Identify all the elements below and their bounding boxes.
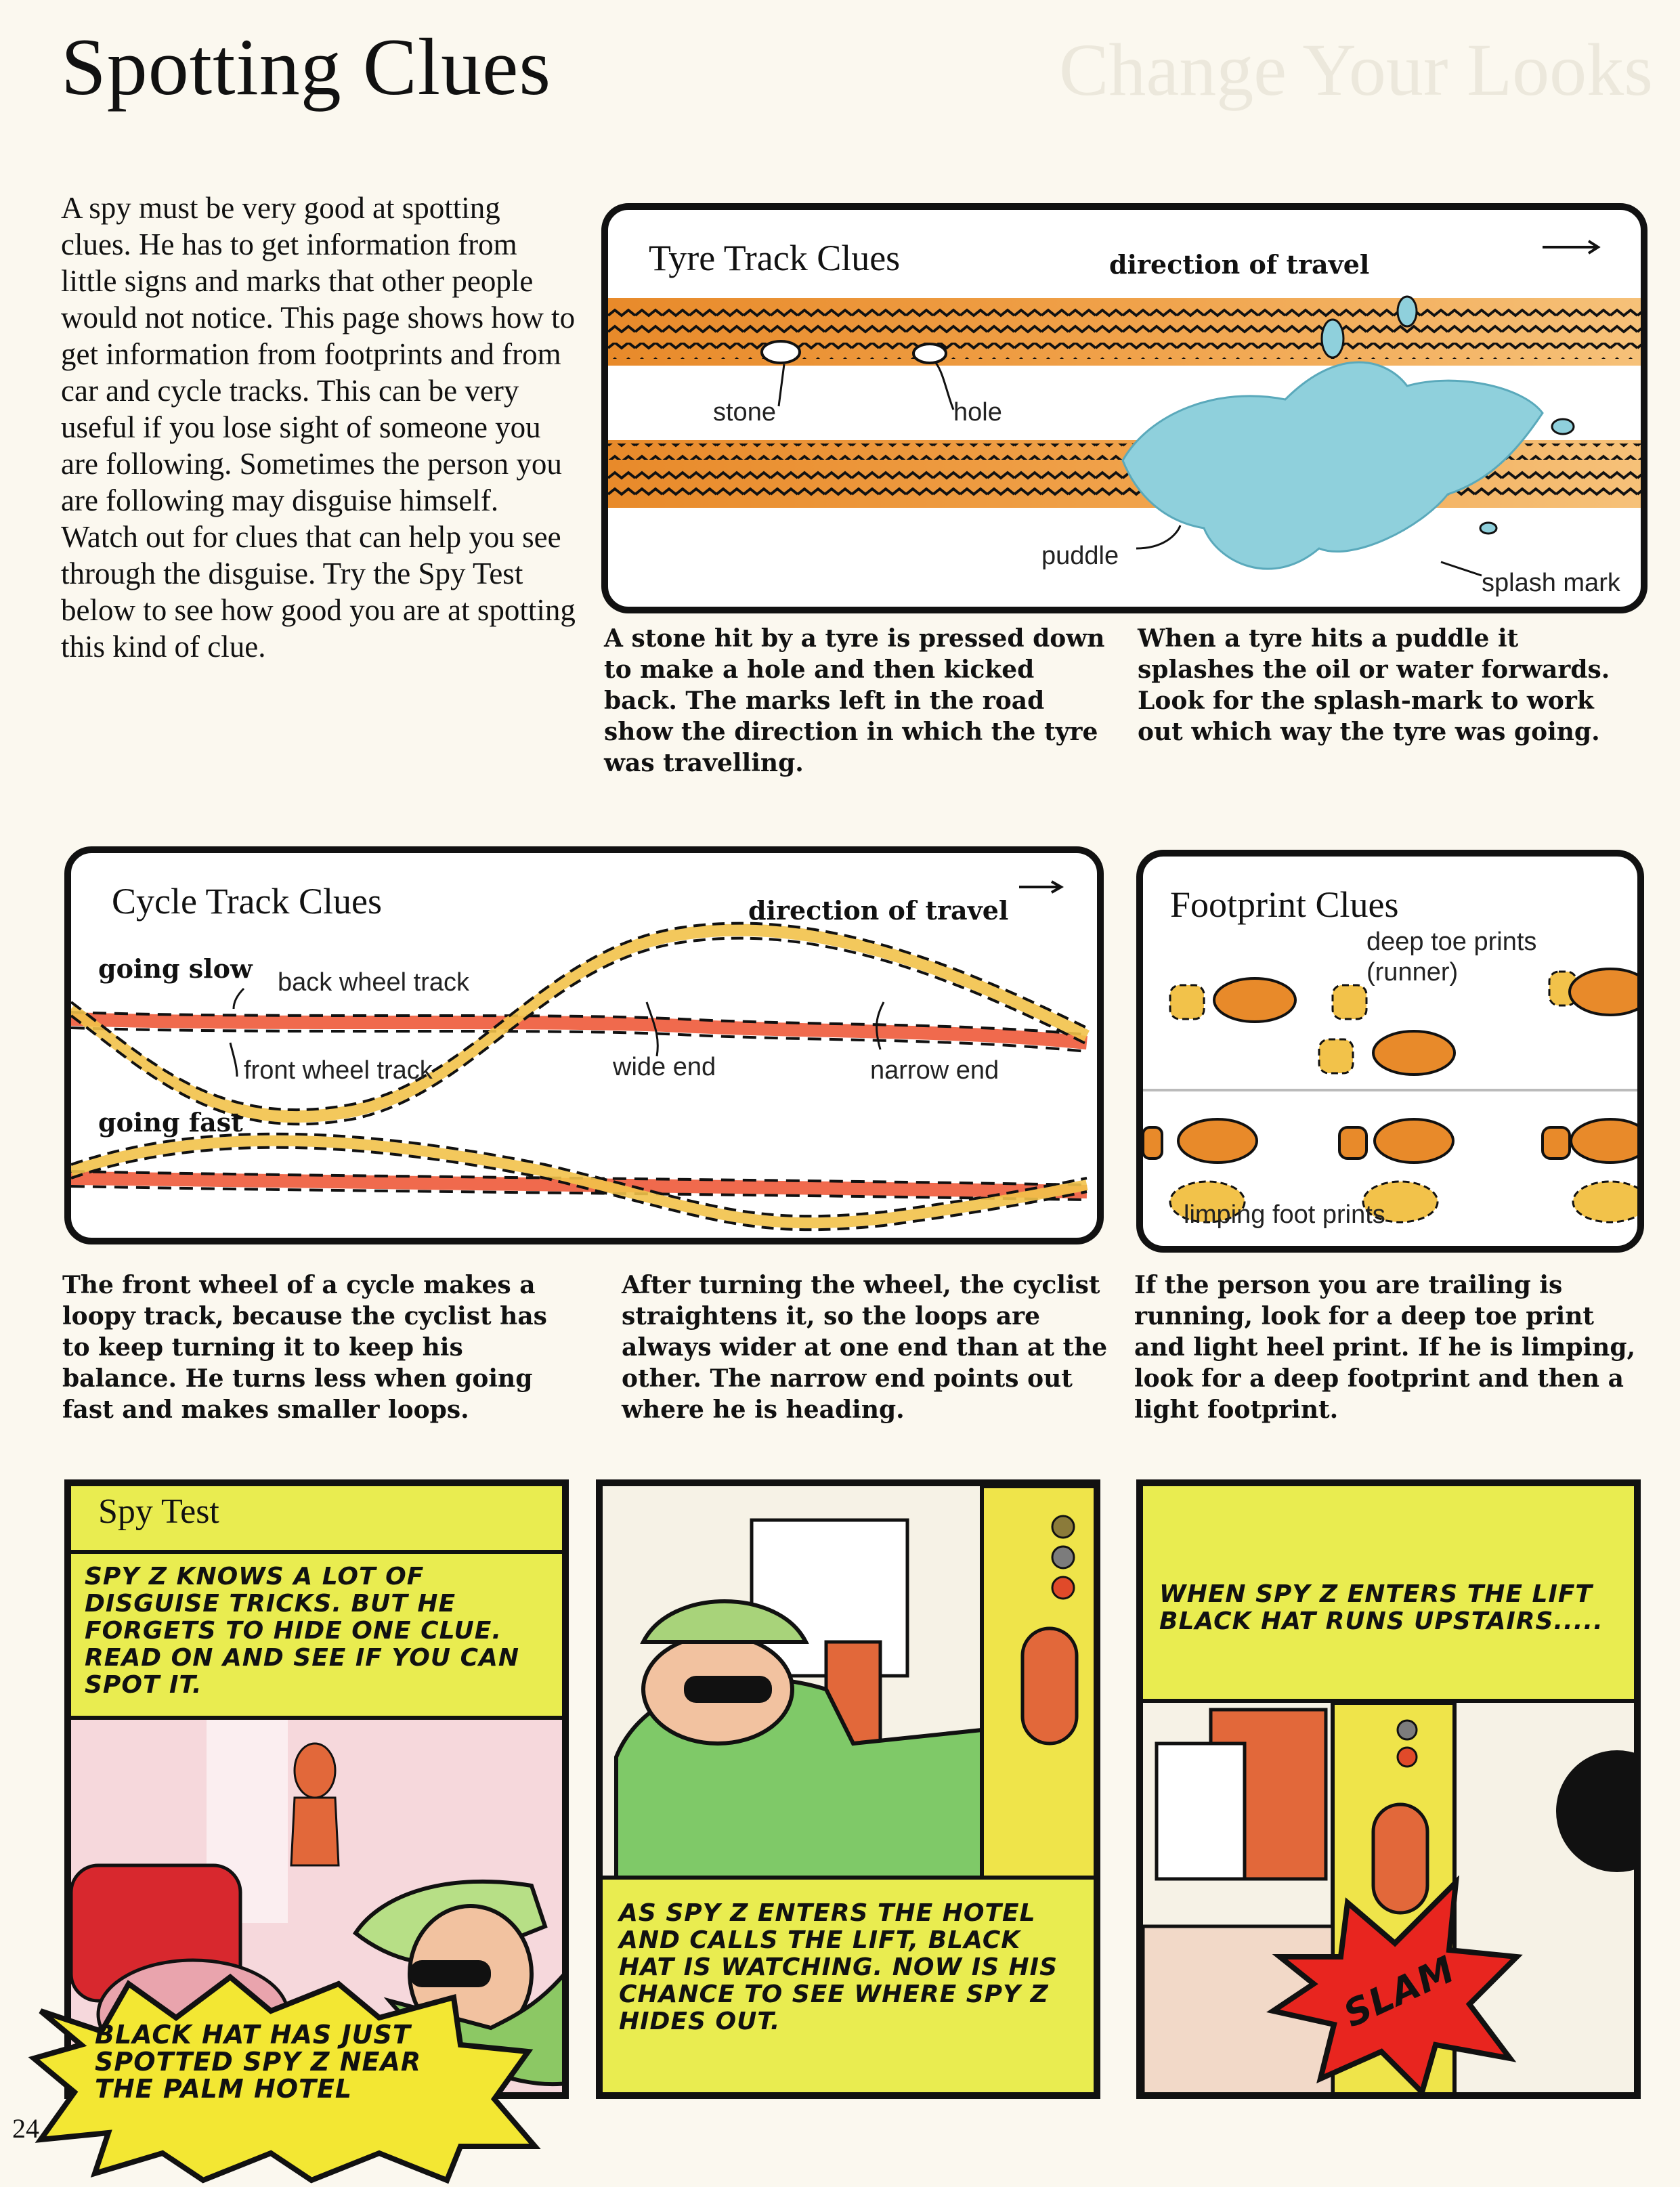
stone-shape: [762, 341, 800, 363]
going-slow-label: going slow: [98, 953, 253, 984]
tyre-direction-label: direction of travel: [1109, 249, 1370, 280]
page-title: Spotting Clues: [61, 22, 552, 112]
footprint-panel-title: Footprint Clues: [1170, 884, 1399, 925]
puddle-label: puddle: [1041, 542, 1119, 570]
hole-shape: [913, 344, 946, 363]
footprint-panel: [1136, 850, 1644, 1253]
comic-title-bar: [71, 1486, 562, 1554]
cycle-panel-title: Cycle Track Clues: [112, 881, 382, 922]
tyre-caption-right: When a tyre hits a puddle it splashes the oil or water forwards. Look for the splash-mark to work out which way the tyre was going.: [1138, 624, 1610, 746]
hole-label: hole: [953, 398, 1002, 427]
comic-burst-3-text: SLAM: [1337, 1947, 1462, 2036]
tyre-panel-title: Tyre Track Clues: [649, 238, 901, 278]
tyre-caption-left: A stone hit by a tyre is pressed down to make a hole and then kicked back. The marks left in the road show the direction in which the tyre was travelling.: [604, 624, 1105, 777]
footprint-caption: If the person you are trailing is running, look for a deep toe print and light heel print. If he is limping, look for a deep footprint and then a light footprint.: [1134, 1271, 1636, 1424]
front-wheel-label: front wheel track: [244, 1056, 433, 1085]
limping-label: limping foot prints: [1184, 1200, 1385, 1229]
page-number: 24: [12, 2113, 39, 2144]
cycle-direction-label: direction of travel: [748, 895, 1009, 926]
tyre-track-panel: [601, 203, 1647, 613]
stone-label: stone: [713, 398, 776, 427]
wide-end-label: wide end: [613, 1053, 716, 1081]
narrow-end-label: narrow end: [870, 1056, 999, 1085]
splash-mark-label: splash mark: [1482, 569, 1620, 597]
back-wheel-label: back wheel track: [278, 968, 470, 997]
comic-panel-3-caption: WHEN SPY Z ENTERS THE LIFT BLACK HAT RUNS UPSTAIRS.....: [1143, 1486, 1634, 1703]
intro-paragraph: A spy must be very good at spotting clues. He has to get information from little signs and marks that other people would not notice. This page shows how to get information from footprints and from car and cycle tracks. This can be very useful if you lose sight of someone you are following. Sometimes the person you are following may disguise himself. Watch out for clues that can help you see through the disguise. Try the Spy Test below to see how good you are at spotting this kind of clue.: [61, 191, 576, 664]
spy-test-title: Spy Test: [98, 1492, 219, 1531]
bleed-through-title: Change Your Looks: [1059, 28, 1653, 111]
runner-label: (runner): [1366, 958, 1459, 987]
comic-panel-1-caption: SPY Z KNOWS A LOT OF DISGUISE TRICKS. BUT HE FORGETS TO HIDE ONE CLUE. READ ON AND SEE IF YOU CAN SPOT IT.: [71, 1554, 562, 1720]
cycle-track-panel: [64, 846, 1104, 1244]
deep-toe-label: deep toe prints: [1366, 928, 1537, 956]
cycle-caption-left: The front wheel of a cycle makes a loopy track, because the cyclist has to keep turning it to keep his balance. He turns less when going fast and makes smaller loops.: [62, 1271, 547, 1424]
cycle-caption-mid: After turning the wheel, the cyclist straightens it, so the loops are always wider at one end than at the other. The narrow end points out where he is heading.: [622, 1271, 1108, 1424]
puddle-splash: [1123, 362, 1543, 569]
going-fast-label: going fast: [98, 1107, 243, 1138]
comic-panel-2: [596, 1479, 1100, 2099]
comic-panel-2-caption: AS SPY Z ENTERS THE HOTEL AND CALLS THE LIFT, BLACK HAT IS WATCHING. NOW IS HIS CHANCE TO SEE WHERE SPY Z HIDES OUT.: [603, 1876, 1094, 2092]
comic-burst-1-text: BLACK HAT HAS JUST SPOTTED SPY Z NEAR THE PALM HOTEL: [95, 2020, 422, 2104]
